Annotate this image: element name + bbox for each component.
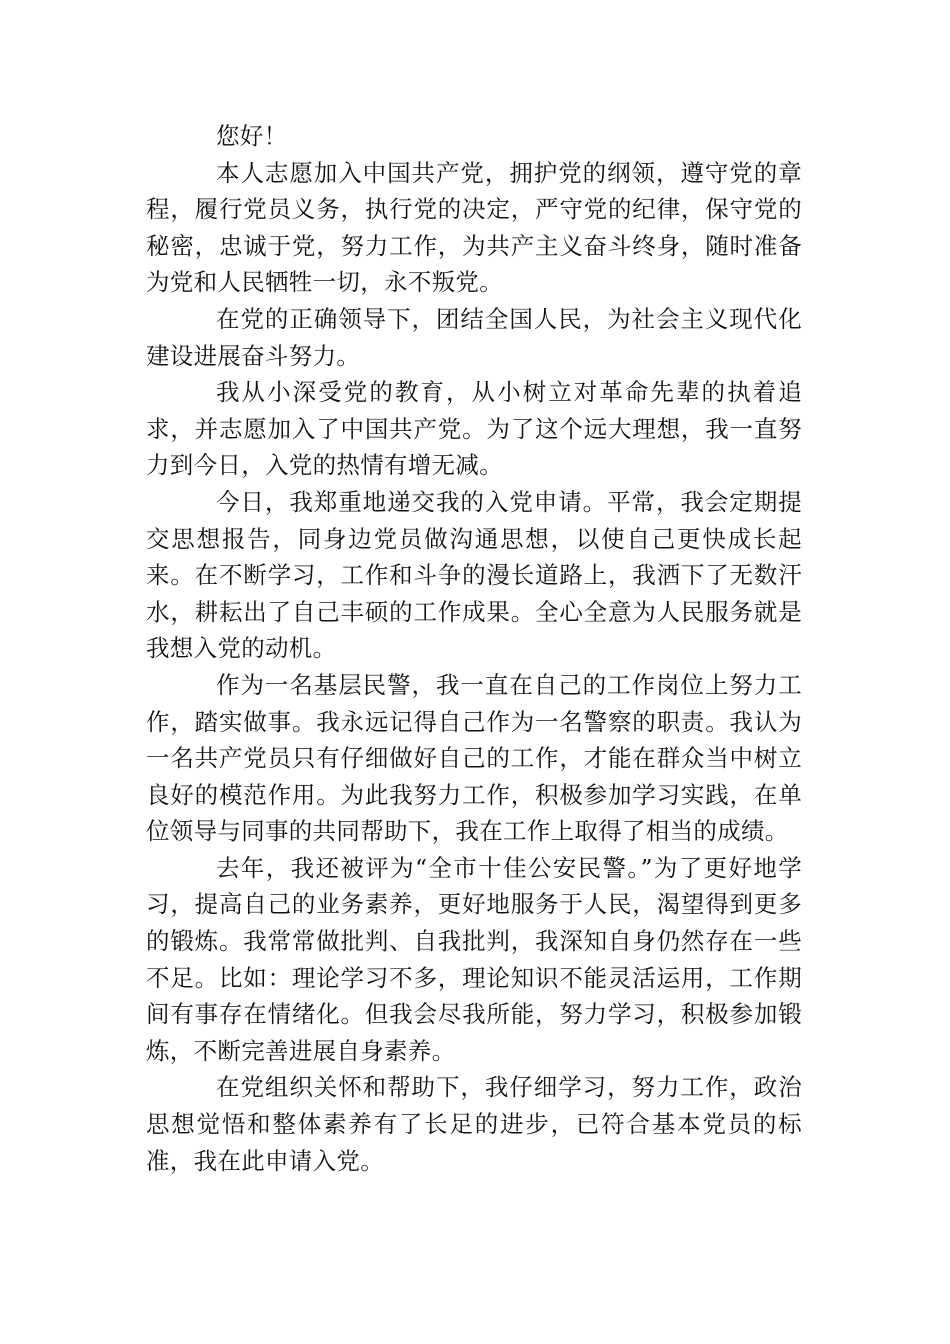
paragraph-3: 我从小深受党的教育，从小树立对革命先辈的执着追求，并志愿加入了中国共产党。为了这个远大理想，我一直努力到今日，入党的热情有增无减。 <box>146 378 802 480</box>
paragraph-1: 本人志愿加入中国共产党，拥护党的纲领，遵守党的章程，履行党员义务，执行党的决定，严守党的纪律，保守党的秘密，忠诚于党，努力工作，为共产主义奋斗终身，随时准备为党和人民牺牲一切，永不叛党。 <box>146 158 802 297</box>
paragraph-5: 作为一名基层民警，我一直在自己的工作岗位上努力工作，踏实做事。我永远记得自己作为一名警察的职责。我认为一名共产党员只有仔细做好自己的工作，才能在群众当中树立良好的模范作用。为此我努力工作，积极参加学习实践，在单位领导与同事的共同帮助下，我在工作上取得了相当的成绩。 <box>146 670 802 846</box>
letter-body <box>146 118 802 1179</box>
paragraph-6: 去年，我还被评为“全市十佳公安民警。”为了更好地学习，提高自己的业务素养，更好地服务于人民，渴望得到更多的锻炼。我常常做批判、自我批判，我深知自身仍然存在一些不足。比如：理论学习不多，理论知识不能灵活运用，工作期间有事存在情绪化。但我会尽我所能，努力学习，积极参加锻炼，不断完善进展自身素养。 <box>146 853 802 1065</box>
paragraph-4: 今日，我郑重地递交我的入党申请。平常，我会定期提交思想报告，同身边党员做沟通思想，以使自己更快成长起来。在不断学习，工作和斗争的漫长道路上，我洒下了无数汗水，耕耘出了自己丰硕的工作成果。全心全意为人民服务就是我想入党的动机。 <box>146 487 802 663</box>
paragraph-7: 在党组织关怀和帮助下，我仔细学习，努力工作，政治思想觉悟和整体素养有了长足的进步，已符合基本党员的标准，我在此申请入党。 <box>146 1073 802 1175</box>
greeting: 您好！ <box>216 122 288 150</box>
paragraph-2: 在党的正确领导下，团结全国人民，为社会主义现代化建设进展奋斗努力。 <box>146 304 802 370</box>
